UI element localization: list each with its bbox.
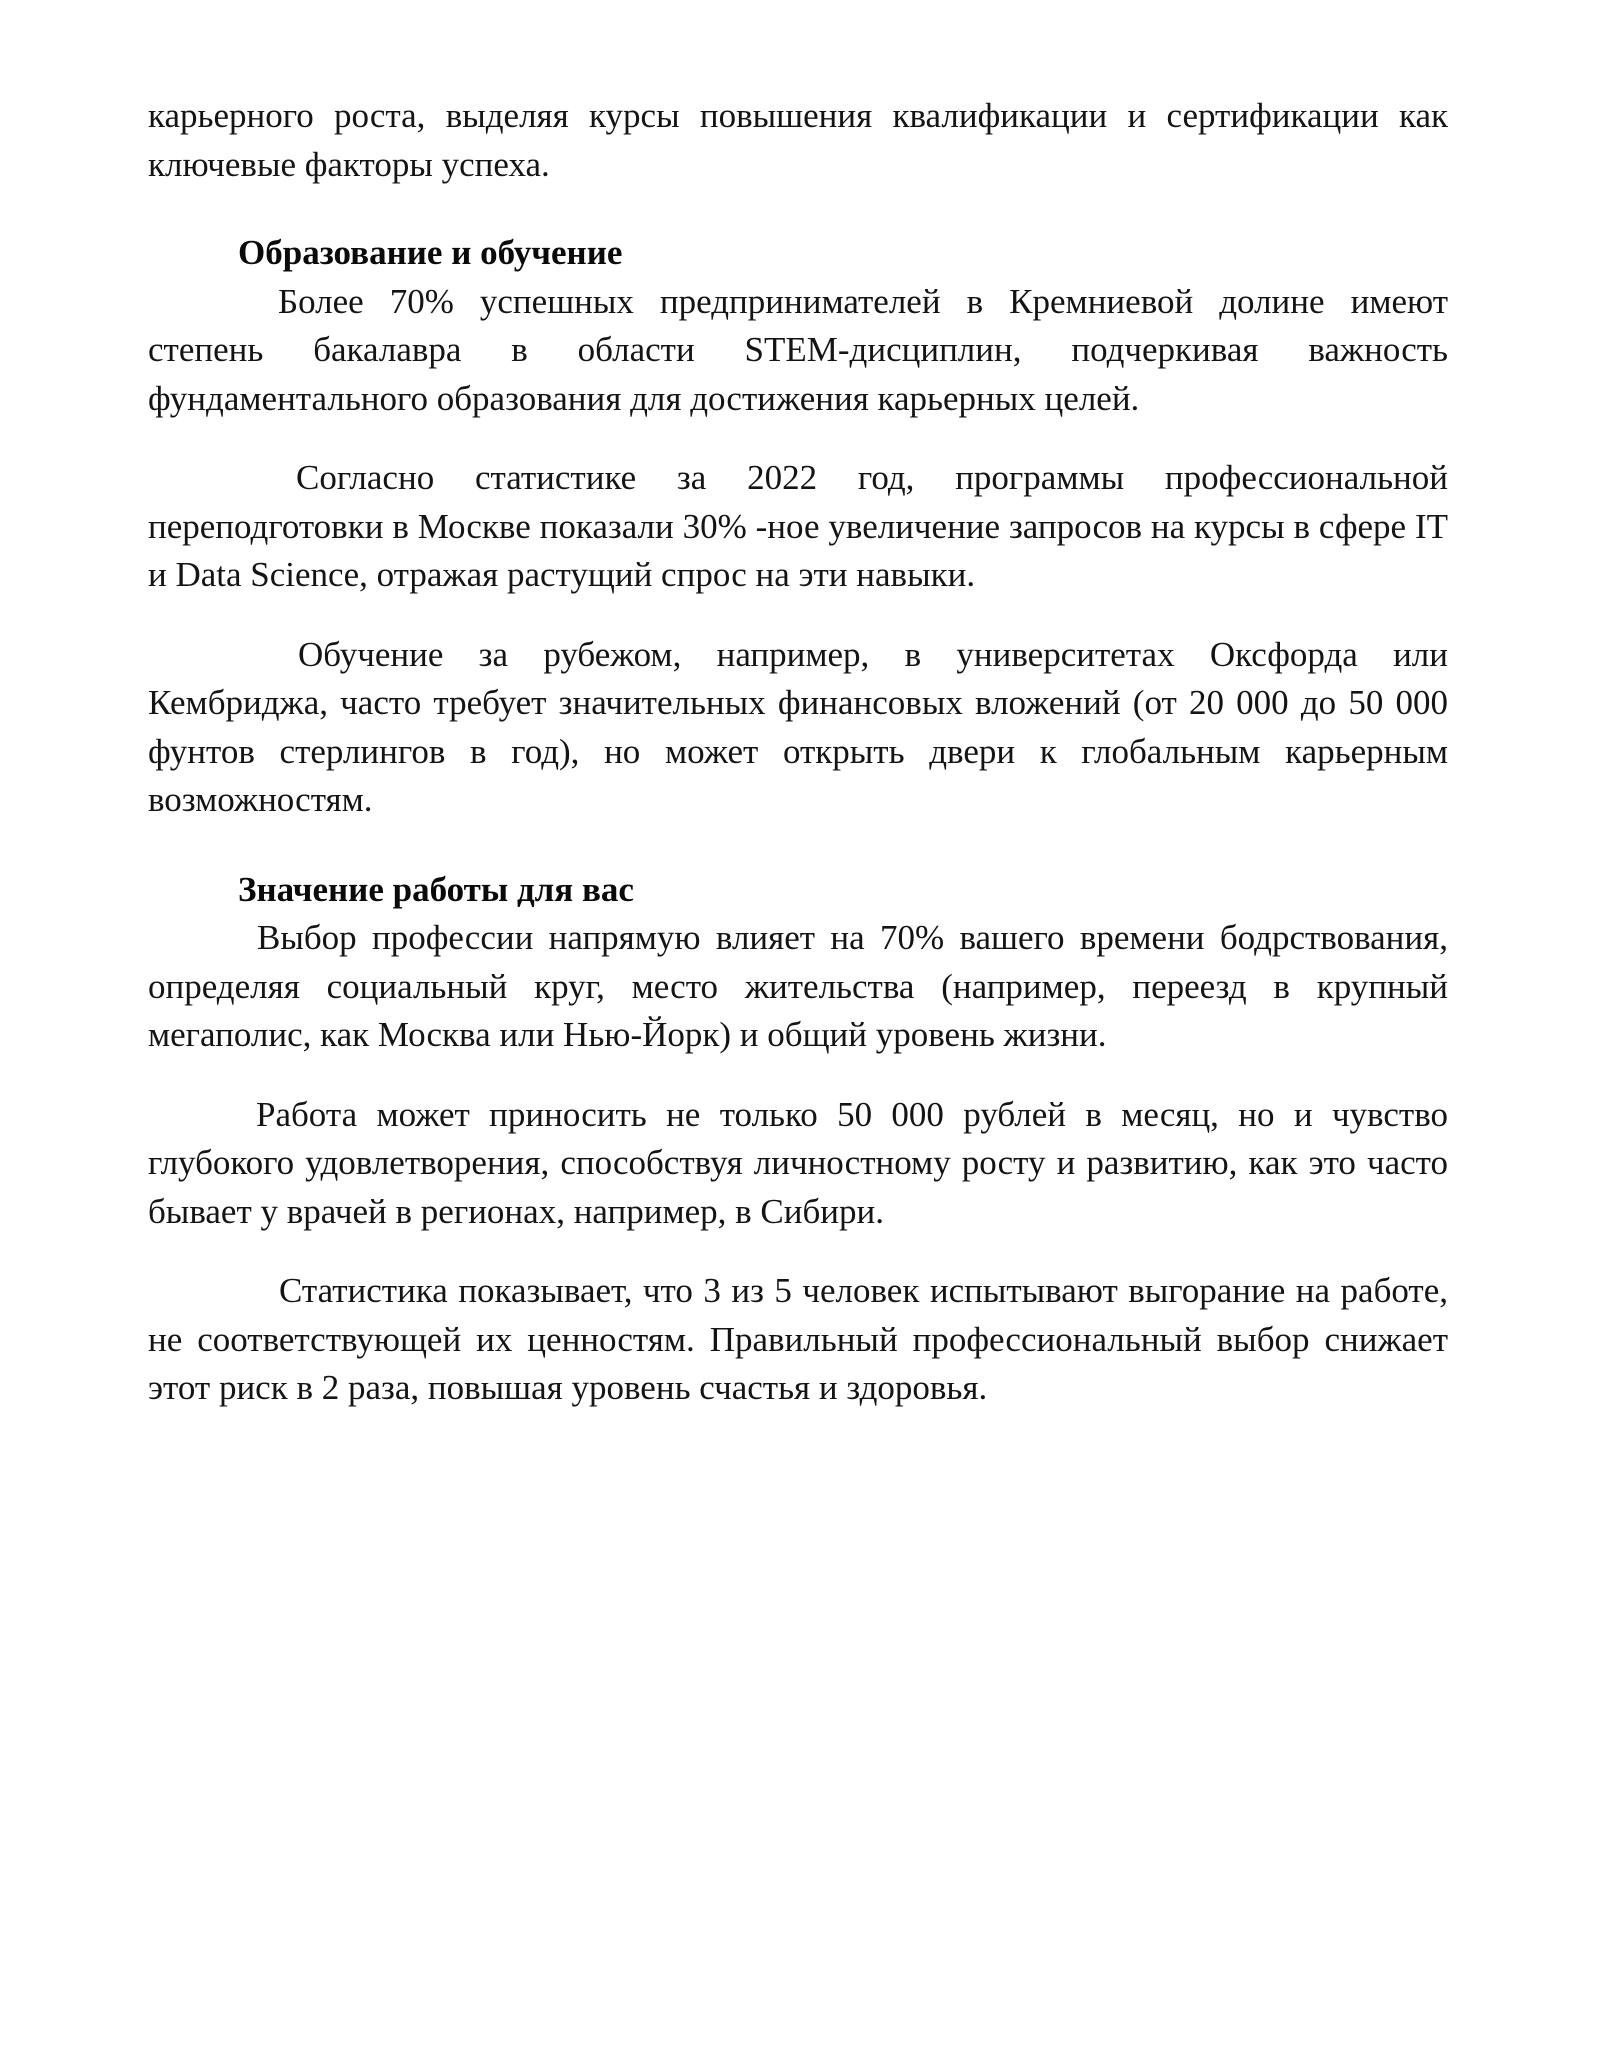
heading-education: Образование и обучение [238,233,623,272]
spacer [148,1060,1448,1091]
education-paragraph-1: Более 70% успешных предпринимателей в Кремниевой долине имеют степень бакалавра в области STEM-дисциплин, подчеркивая важность фундаментального образования для достижения карьерных целей. [148,281,1448,418]
spacer [148,600,1448,631]
education-paragraph-2: Согласно статистике за 2022 год, программы профессиональной переподготовки в Москве показали 30% -ное увеличение запросов на курсы в сфере IT и Data Science, отражая растущий спрос на эти навыки. [148,458,1448,594]
spacer [148,189,1448,229]
work-paragraph-2: Работа может приносить не только 50 000 рублей в месяц, но и чувство глубокого удовлетворения, способствуя личностному росту и развитию, как это часто бывает у врачей в регионах, например, в Сибири. [148,1094,1448,1231]
work-paragraph-1: Выбор профессии напрямую влияет на 70% вашего времени бодрствования, определяя социальный круг, место жительства (например, переезд в крупный мегаполис, как Москва или Нью-Йорк) и общий уровень жизни. [148,918,1448,1054]
education-paragraph-3: Обучение за рубежом, например, в университетах Оксфорда или Кембриджа, часто требует значительных финансовых вложений (от 20 000 до 50 000 фунтов стерлингов в год), но может открыть двери к глобальным карьерным возможностям. [148,634,1448,819]
spacer [148,423,1448,454]
heading-work: Значение работы для вас [238,869,634,909]
work-paragraph-3: Статистика показывает, что 3 из 5 человек испытывают выгорание на работе, не соответствующей их ценностям. Правильный профессиональный выбор снижает этот риск в 2 раза, повышая уровень счастья и здоровья. [148,1271,1448,1407]
intro-paragraph: карьерного роста, выделяя курсы повышения квалификации и сертификации как ключевые факторы успеха. [148,96,1448,184]
spacer [148,1236,1448,1267]
document-page [148,92,1448,1413]
spacer [148,825,1448,866]
